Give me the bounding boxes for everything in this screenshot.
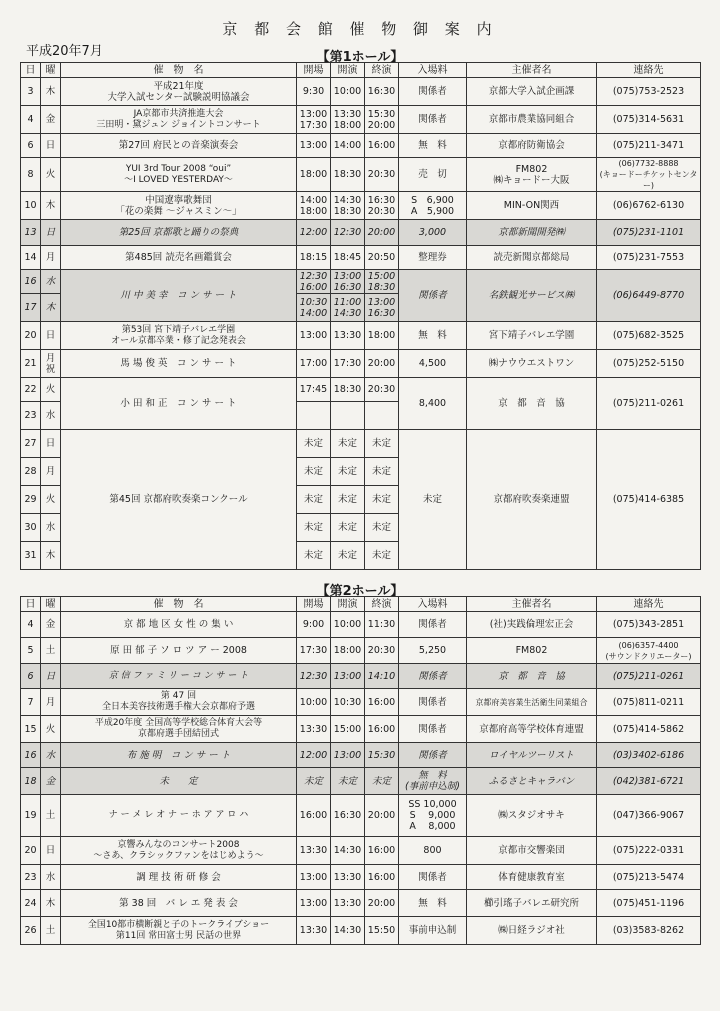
organizer: FM802 xyxy=(467,638,597,664)
contact: (075)211-0261 xyxy=(597,664,701,689)
start-time: 13:30 xyxy=(331,322,365,350)
end-time: 18:00 xyxy=(365,322,399,350)
contact: (075)252-5150 xyxy=(597,350,701,378)
contact: (06)6357-4400 (サウンドクリエーター) xyxy=(597,638,701,664)
organizer: MIN-ON関西 xyxy=(467,192,597,220)
column-header-weekday: 曜 xyxy=(41,63,61,78)
end-time: 16:00 xyxy=(365,716,399,743)
start-time: 14:30 18:30 xyxy=(331,192,365,220)
start-time xyxy=(331,402,365,430)
day: 31 xyxy=(21,542,41,570)
door-open: 13:00 xyxy=(297,865,331,890)
admission: 無 料 (事前申込制) xyxy=(399,768,467,795)
weekday: 土 xyxy=(41,795,61,837)
admission: 関係者 xyxy=(399,716,467,743)
weekday: 日 xyxy=(41,430,61,458)
column-header-contact: 連絡先 xyxy=(597,63,701,78)
end-time: 16:00 xyxy=(365,134,399,158)
organizer: 京 都 音 協 xyxy=(467,378,597,430)
door-open: 未定 xyxy=(297,542,331,570)
event-name: 布 施 明 コ ン サ ー ト xyxy=(61,743,297,768)
start-time: 13:00 xyxy=(331,664,365,689)
door-open: 14:00 18:00 xyxy=(297,192,331,220)
table-row xyxy=(21,322,701,350)
weekday: 木 xyxy=(41,294,61,322)
table-row xyxy=(21,917,701,945)
weekday: 火 xyxy=(41,486,61,514)
end-time: 未定 xyxy=(365,486,399,514)
day: 20 xyxy=(21,322,41,350)
end-time: 20:00 xyxy=(365,350,399,378)
end-time: 20:50 xyxy=(365,246,399,270)
organizer: 名鉄観光サービス㈱ xyxy=(467,270,597,322)
day: 10 xyxy=(21,192,41,220)
event-name: 京 都 地 区 女 性 の 集 い xyxy=(61,612,297,638)
door-open: 未定 xyxy=(297,430,331,458)
event-name: 平成21年度 大学入試センター試験説明協議会 xyxy=(61,78,297,106)
start-time: 18:00 xyxy=(331,638,365,664)
start-time: 13:00 16:30 xyxy=(331,270,365,294)
contact: (075)231-1101 xyxy=(597,220,701,246)
column-header-start-time: 開演 xyxy=(331,597,365,612)
start-time: 未定 xyxy=(331,430,365,458)
weekday: 日 xyxy=(41,322,61,350)
event-name: ナ ー メ レ オ ナ ー ホ ア ア ロ ハ xyxy=(61,795,297,837)
organizer: 体育健康教育室 xyxy=(467,865,597,890)
day: 20 xyxy=(21,837,41,865)
admission: 無 料 xyxy=(399,134,467,158)
organizer: 宮下靖子バレエ学園 xyxy=(467,322,597,350)
door-open: 10:00 xyxy=(297,689,331,716)
event-name: 第53回 宮下靖子バレエ学園 オール京都卒業・修了記念発表会 xyxy=(61,322,297,350)
contact: (075)682-3525 xyxy=(597,322,701,350)
contact: (047)366-9067 xyxy=(597,795,701,837)
event-name: 京 信 フ ァ ミ リ ー コ ン サ ー ト xyxy=(61,664,297,689)
event-name: 川 中 美 幸 コ ン サ ー ト xyxy=(61,270,297,322)
door-open: 12:30 16:00 xyxy=(297,270,331,294)
table-row xyxy=(21,837,701,865)
column-header-day: 日 xyxy=(21,597,41,612)
admission: 8,400 xyxy=(399,378,467,430)
admission: S 6,900 A 5,900 xyxy=(399,192,467,220)
start-time: 18:45 xyxy=(331,246,365,270)
column-header-door-open: 開場 xyxy=(297,63,331,78)
table-row xyxy=(21,890,701,917)
end-time: 15:00 18:30 xyxy=(365,270,399,294)
door-open: 13:00 xyxy=(297,322,331,350)
day: 4 xyxy=(21,612,41,638)
end-time: 20:00 xyxy=(365,795,399,837)
door-open: 17:30 xyxy=(297,638,331,664)
start-time: 10:30 xyxy=(331,689,365,716)
table-row xyxy=(21,78,701,106)
event-name: 第485回 読売名画鑑賞会 xyxy=(61,246,297,270)
end-time: 20:00 xyxy=(365,220,399,246)
day: 23 xyxy=(21,865,41,890)
table-row xyxy=(21,106,701,134)
table-row xyxy=(21,768,701,795)
door-open: 16:00 xyxy=(297,795,331,837)
contact: (075)231-7553 xyxy=(597,246,701,270)
contact: (06)6762-6130 xyxy=(597,192,701,220)
weekday: 月 xyxy=(41,246,61,270)
weekday: 水 xyxy=(41,270,61,294)
day: 17 xyxy=(21,294,41,322)
weekday: 水 xyxy=(41,514,61,542)
start-time: 13:30 xyxy=(331,890,365,917)
weekday: 木 xyxy=(41,890,61,917)
organizer: ㈱スタジオサキ xyxy=(467,795,597,837)
weekday: 金 xyxy=(41,106,61,134)
table-row xyxy=(21,378,701,402)
weekday: 日 xyxy=(41,220,61,246)
contact: (075)414-5862 xyxy=(597,716,701,743)
contact: (075)211-0261 xyxy=(597,378,701,430)
hall1-heading: 【第1ホール】 xyxy=(316,50,404,65)
door-open: 18:00 xyxy=(297,158,331,192)
admission: 事前申込制 xyxy=(399,917,467,945)
organizer: 読売新聞京都総局 xyxy=(467,246,597,270)
day: 23 xyxy=(21,402,41,430)
table-row xyxy=(21,638,701,664)
door-open: 12:00 xyxy=(297,220,331,246)
admission: SS 10,000 S 9,000 A 8,000 xyxy=(399,795,467,837)
door-open: 13:30 xyxy=(297,716,331,743)
admission: 関係者 xyxy=(399,270,467,322)
day: 21 xyxy=(21,350,41,378)
contact: (075)314-5631 xyxy=(597,106,701,134)
event-name: YUI 3rd Tour 2008 “oui” ～I LOVED YESTERDAY～ xyxy=(61,158,297,192)
weekday: 木 xyxy=(41,192,61,220)
admission: 5,250 xyxy=(399,638,467,664)
start-time: 未定 xyxy=(331,542,365,570)
end-time: 20:30 xyxy=(365,638,399,664)
organizer: 京 都 音 協 xyxy=(467,664,597,689)
end-time: 13:00 16:30 xyxy=(365,294,399,322)
day: 14 xyxy=(21,246,41,270)
day: 5 xyxy=(21,638,41,664)
admission: 関係者 xyxy=(399,689,467,716)
weekday: 日 xyxy=(41,664,61,689)
day: 19 xyxy=(21,795,41,837)
event-name: 平成20年度 全国高等学校総合体育大会等 京都府選手団結団式 xyxy=(61,716,297,743)
organizer: ふるさとキャラバン xyxy=(467,768,597,795)
organizer: 京都大学入試企画課 xyxy=(467,78,597,106)
start-time: 未定 xyxy=(331,486,365,514)
door-open: 17:45 xyxy=(297,378,331,402)
column-header-admission: 入場料 xyxy=(399,63,467,78)
admission: 未定 xyxy=(399,430,467,570)
door-open: 13:30 xyxy=(297,837,331,865)
organizer: 京都市農業協同組合 xyxy=(467,106,597,134)
end-time: 16:00 xyxy=(365,689,399,716)
door-open: 未定 xyxy=(297,458,331,486)
column-header-admission: 入場料 xyxy=(399,597,467,612)
end-time: 20:30 xyxy=(365,378,399,402)
weekday: 火 xyxy=(41,158,61,192)
end-time: 16:30 xyxy=(365,78,399,106)
weekday: 月 xyxy=(41,458,61,486)
column-header-day: 日 xyxy=(21,63,41,78)
table-row xyxy=(21,795,701,837)
end-time: 未定 xyxy=(365,768,399,795)
admission: 800 xyxy=(399,837,467,865)
weekday: 水 xyxy=(41,743,61,768)
organizer: 京都新聞開発㈱ xyxy=(467,220,597,246)
event-name: 全国10都市横断親と子のトークライブショー 第11回 常田富士男 民話の世界 xyxy=(61,917,297,945)
door-open: 13:00 xyxy=(297,134,331,158)
day: 29 xyxy=(21,486,41,514)
end-time: 未定 xyxy=(365,458,399,486)
door-open: 未定 xyxy=(297,514,331,542)
start-time: 13:30 xyxy=(331,865,365,890)
table-row xyxy=(21,865,701,890)
admission: 3,000 xyxy=(399,220,467,246)
end-time: 未定 xyxy=(365,542,399,570)
table-row xyxy=(21,716,701,743)
start-time: 10:00 xyxy=(331,78,365,106)
day: 30 xyxy=(21,514,41,542)
day: 22 xyxy=(21,378,41,402)
organizer: ㈱日経ラジオ社 xyxy=(467,917,597,945)
organizer: FM802 ㈱キョードー大阪 xyxy=(467,158,597,192)
event-name: 馬 場 俊 英 コ ン サ ー ト xyxy=(61,350,297,378)
event-name: JA京都市共済推進大会 三田明・黛ジュン ジョイントコンサート xyxy=(61,106,297,134)
schedule-month: 平成20年7月 xyxy=(26,44,103,59)
table-row xyxy=(21,192,701,220)
table-row xyxy=(21,246,701,270)
event-name: 第27回 府民との音楽演奏会 xyxy=(61,134,297,158)
table-row xyxy=(21,134,701,158)
event-name: 第 47 回 全日本美容技術選手権大会京都府予選 xyxy=(61,689,297,716)
door-open: 10:30 14:00 xyxy=(297,294,331,322)
end-time xyxy=(365,402,399,430)
start-time: 12:30 xyxy=(331,220,365,246)
start-time: 18:30 xyxy=(331,378,365,402)
day: 8 xyxy=(21,158,41,192)
organizer: 櫛引瑤子バレエ研究所 xyxy=(467,890,597,917)
day: 7 xyxy=(21,689,41,716)
weekday: 水 xyxy=(41,865,61,890)
day: 15 xyxy=(21,716,41,743)
day: 16 xyxy=(21,270,41,294)
column-header-end-time: 終演 xyxy=(365,597,399,612)
contact: (075)451-1196 xyxy=(597,890,701,917)
admission: 関係者 xyxy=(399,664,467,689)
door-open: 12:30 xyxy=(297,664,331,689)
contact: (075)222-0331 xyxy=(597,837,701,865)
event-name: 調 理 技 術 研 修 会 xyxy=(61,865,297,890)
day: 6 xyxy=(21,134,41,158)
event-name: 第25回 京都歌と踊りの祭典 xyxy=(61,220,297,246)
end-time: 16:00 xyxy=(365,865,399,890)
end-time: 未定 xyxy=(365,430,399,458)
day: 26 xyxy=(21,917,41,945)
organizer: ロイヤルツーリスト xyxy=(467,743,597,768)
day: 6 xyxy=(21,664,41,689)
weekday: 土 xyxy=(41,917,61,945)
table-row xyxy=(21,270,701,294)
weekday: 火 xyxy=(41,378,61,402)
start-time: 14:30 xyxy=(331,917,365,945)
door-open: 9:30 xyxy=(297,78,331,106)
organizer: (社)実践倫理宏正会 xyxy=(467,612,597,638)
start-time: 10:00 xyxy=(331,612,365,638)
start-time: 未定 xyxy=(331,514,365,542)
weekday: 日 xyxy=(41,837,61,865)
contact: (075)811-0211 xyxy=(597,689,701,716)
event-name: 小 田 和 正 コ ン サ ー ト xyxy=(61,378,297,430)
organizer: 京都府美容業生活衛生同業組合 xyxy=(467,689,597,716)
weekday: 火 xyxy=(41,716,61,743)
day: 28 xyxy=(21,458,41,486)
door-open: 13:00 17:30 xyxy=(297,106,331,134)
start-time: 15:00 xyxy=(331,716,365,743)
admission: 関係者 xyxy=(399,78,467,106)
day: 4 xyxy=(21,106,41,134)
weekday: 金 xyxy=(41,612,61,638)
end-time: 11:30 xyxy=(365,612,399,638)
weekday: 月 祝 xyxy=(41,350,61,378)
door-open: 17:00 xyxy=(297,350,331,378)
column-header-event-name: 催 物 名 xyxy=(61,597,297,612)
organizer: 京都府吹奏楽連盟 xyxy=(467,430,597,570)
start-time: 18:30 xyxy=(331,158,365,192)
end-time: 15:50 xyxy=(365,917,399,945)
door-open: 18:15 xyxy=(297,246,331,270)
column-header-end-time: 終演 xyxy=(365,63,399,78)
door-open xyxy=(297,402,331,430)
weekday: 木 xyxy=(41,542,61,570)
organizer: ㈱ナウウエストワン xyxy=(467,350,597,378)
end-time: 未定 xyxy=(365,514,399,542)
table-row xyxy=(21,664,701,689)
table-row xyxy=(21,220,701,246)
door-open: 13:00 xyxy=(297,890,331,917)
column-header-organizer: 主催者名 xyxy=(467,63,597,78)
weekday: 金 xyxy=(41,768,61,795)
event-name: 京響みんなのコンサート2008 ～さあ、クラシックファンをはじめよう～ xyxy=(61,837,297,865)
contact: (075)753-2523 xyxy=(597,78,701,106)
table-header-row xyxy=(21,597,701,612)
admission: 関係者 xyxy=(399,743,467,768)
admission: 関係者 xyxy=(399,106,467,134)
day: 13 xyxy=(21,220,41,246)
weekday: 水 xyxy=(41,402,61,430)
page-title: 京 都 会 館 催 物 御 案 内 xyxy=(222,20,498,38)
weekday: 木 xyxy=(41,78,61,106)
door-open: 13:30 xyxy=(297,917,331,945)
admission: 売 切 xyxy=(399,158,467,192)
start-time: 11:00 14:30 xyxy=(331,294,365,322)
door-open: 未定 xyxy=(297,486,331,514)
admission: 整理券 xyxy=(399,246,467,270)
admission: 関係者 xyxy=(399,612,467,638)
day: 24 xyxy=(21,890,41,917)
event-name: 第45回 京都府吹奏楽コンクール xyxy=(61,430,297,570)
table-row xyxy=(21,350,701,378)
event-name: 原 田 郁 子 ソ ロ ツ ア ー 2008 xyxy=(61,638,297,664)
end-time: 20:00 xyxy=(365,890,399,917)
contact: (03)3402-6186 xyxy=(597,743,701,768)
contact: (042)381-6721 xyxy=(597,768,701,795)
column-header-door-open: 開場 xyxy=(297,597,331,612)
hall2-table xyxy=(20,596,701,945)
door-open: 12:00 xyxy=(297,743,331,768)
start-time: 13:30 18:00 xyxy=(331,106,365,134)
contact: (06)7732-8888 (キョードーチケットセンター) xyxy=(597,158,701,192)
start-time: 14:30 xyxy=(331,837,365,865)
table-row xyxy=(21,158,701,192)
end-time: 15:30 20:00 xyxy=(365,106,399,134)
contact: (03)3583-8262 xyxy=(597,917,701,945)
day: 16 xyxy=(21,743,41,768)
start-time: 14:00 xyxy=(331,134,365,158)
end-time: 14:10 xyxy=(365,664,399,689)
organizer: 京都市交響楽団 xyxy=(467,837,597,865)
organizer: 京都府防衛協会 xyxy=(467,134,597,158)
day: 27 xyxy=(21,430,41,458)
admission: 4,500 xyxy=(399,350,467,378)
column-header-weekday: 曜 xyxy=(41,597,61,612)
day: 3 xyxy=(21,78,41,106)
end-time: 16:00 xyxy=(365,837,399,865)
hall1-table xyxy=(20,62,701,570)
admission: 無 料 xyxy=(399,322,467,350)
organizer: 京都府高等学校体育連盟 xyxy=(467,716,597,743)
column-header-event-name: 催 物 名 xyxy=(61,63,297,78)
event-name: 未 定 xyxy=(61,768,297,795)
table-row xyxy=(21,430,701,458)
table-row xyxy=(21,612,701,638)
table-row xyxy=(21,743,701,768)
day: 18 xyxy=(21,768,41,795)
start-time: 未定 xyxy=(331,458,365,486)
contact: (075)213-5474 xyxy=(597,865,701,890)
contact: (06)6449-8770 xyxy=(597,270,701,322)
end-time: 15:30 xyxy=(365,743,399,768)
weekday: 日 xyxy=(41,134,61,158)
column-header-start-time: 開演 xyxy=(331,63,365,78)
contact: (075)414-6385 xyxy=(597,430,701,570)
column-header-contact: 連絡先 xyxy=(597,597,701,612)
admission: 無 料 xyxy=(399,890,467,917)
weekday: 月 xyxy=(41,689,61,716)
event-name: 中国遼寧歌舞団 「花の楽舞 ～ジャスミン～」 xyxy=(61,192,297,220)
table-row xyxy=(21,689,701,716)
admission: 関係者 xyxy=(399,865,467,890)
end-time: 16:30 20:30 xyxy=(365,192,399,220)
event-name: 第 38 回 バ レ エ 発 表 会 xyxy=(61,890,297,917)
door-open: 9:00 xyxy=(297,612,331,638)
start-time: 未定 xyxy=(331,768,365,795)
weekday: 土 xyxy=(41,638,61,664)
end-time: 20:30 xyxy=(365,158,399,192)
column-header-organizer: 主催者名 xyxy=(467,597,597,612)
start-time: 13:00 xyxy=(331,743,365,768)
table-header-row xyxy=(21,63,701,78)
contact: (075)343-2851 xyxy=(597,612,701,638)
start-time: 17:30 xyxy=(331,350,365,378)
start-time: 16:30 xyxy=(331,795,365,837)
door-open: 未定 xyxy=(297,768,331,795)
hall2-heading: 【第2ホール】 xyxy=(316,584,404,599)
contact: (075)211-3471 xyxy=(597,134,701,158)
